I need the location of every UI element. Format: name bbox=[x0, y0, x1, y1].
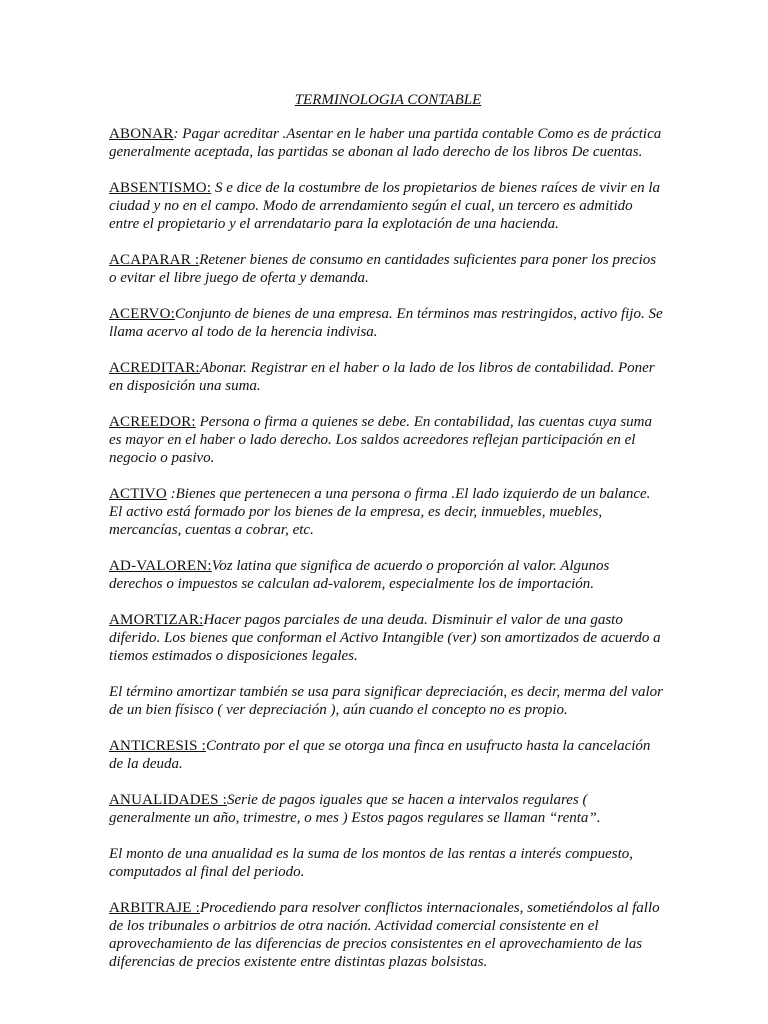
definition-acreedor: Persona o firma a quienes se debe. En contabilidad, las cuentas cuya suma es mayor en el haber o lado derecho. Los saldos acreedores reflejan participación en el negocio o pasivo. bbox=[109, 414, 652, 466]
entry-activo bbox=[109, 485, 665, 539]
term-acreedor: ACREEDOR: bbox=[109, 414, 196, 430]
entry-anticresis bbox=[109, 737, 665, 773]
definition-activo: :Bienes que pertenecen a una persona o firma .El lado izquierdo de un balance. El activo está formado por los bienes de la empresa, es decir, inmuebles, muebles, mercancías, cuentas a cobrar, etc. bbox=[109, 486, 651, 538]
entry-absentismo bbox=[109, 179, 665, 233]
definition-absentismo: S e dice de la costumbre de los propietarios de bienes raíces de vivir en la ciudad y no en el campo. Modo de arrendamiento según el cual, un tercero es admitido entre el propietario y el arrendatario para la explotación de una hacienda. bbox=[109, 180, 661, 232]
entry-acaparar bbox=[109, 251, 665, 287]
entry-ad-valoren bbox=[109, 557, 665, 593]
term-acervo: ACERVO: bbox=[109, 306, 176, 322]
term-ad-valoren: AD-VALOREN: bbox=[109, 558, 212, 574]
definition-abonar: : Pagar acreditar .Asentar en le haber una partida contable Como es de práctica generalmente aceptada, las partidas se abonan al lado derecho de los libros De cuentas. bbox=[109, 126, 662, 160]
paragraph-amortizar-note: El término amortizar también se usa para significar depreciación, es decir, merma del valor de un bien físisco ( ver depreciación ), aún cuando el concepto no es propio. bbox=[109, 684, 663, 718]
term-activo: ACTIVO bbox=[109, 486, 167, 502]
paragraph-anualidad-note: El monto de una anualidad es la suma de los montos de las rentas a interés compuesto, computados al final del periodo. bbox=[109, 846, 633, 880]
term-acaparar: ACAPARAR : bbox=[109, 252, 200, 268]
definition-amortizar: Hacer pagos parciales de una deuda. Disminuir el valor de una gasto diferido. Los bienes que conforman el Activo Intangible (ver) son amortizados de acuerdo a tiemos estimados o disposiciones legales. bbox=[109, 612, 661, 664]
term-abonar: ABONAR bbox=[109, 126, 174, 142]
entry-acervo bbox=[109, 305, 665, 341]
document-title: TERMINOLOGIA CONTABLE bbox=[294, 92, 482, 108]
entry-arbitraje bbox=[109, 899, 665, 971]
definition-anticresis: Contrato por el que se otorga una finca en usufructo hasta la cancelación de la deuda. bbox=[109, 738, 651, 772]
definition-acaparar: Retener bienes de consumo en cantidades suficientes para poner los precios o evitar el libre juego de oferta y demanda. bbox=[109, 252, 657, 286]
term-absentismo: ABSENTISMO: bbox=[109, 180, 212, 196]
term-acreditar: ACREDITAR: bbox=[109, 360, 200, 376]
term-anticresis: ANTICRESIS : bbox=[109, 738, 206, 754]
term-anualidades: ANUALIDADES : bbox=[109, 792, 228, 808]
definition-acreditar: Abonar. Registrar en el haber o la lado de los libros de contabilidad. Poner en disposición una suma. bbox=[109, 360, 655, 394]
term-arbitraje: ARBITRAJE : bbox=[109, 900, 200, 916]
entry-anualidades bbox=[109, 791, 665, 827]
definition-ad-valoren: Voz latina que significa de acuerdo o proporción al valor. Algunos derechos o impuestos se calculan ad-valorem, especialmente los de importación. bbox=[109, 558, 610, 592]
definition-arbitraje: Procediendo para resolver conflictos internacionales, sometiéndolos al fallo de los tribunales o arbitrios de otra nación. Actividad comercial consistente en el aprovechamiento de las diferencias de precios consistentes en el aprovechamiento de las diferencias de precios existente entre distintas plazas bolsistas. bbox=[109, 900, 660, 970]
definition-anualidades: Serie de pagos iguales que se hacen a intervalos regulares ( generalmente un año, trimestre, o mes ) Estos pagos regulares se llaman “renta”. bbox=[109, 792, 601, 826]
entry-acreditar bbox=[109, 359, 665, 395]
entry-amortizar bbox=[109, 611, 665, 665]
entry-acreedor bbox=[109, 413, 665, 467]
document-page bbox=[109, 91, 665, 989]
entry-abonar bbox=[109, 125, 665, 161]
definition-acervo: Conjunto de bienes de una empresa. En términos mas restringidos, activo fijo. Se llama acervo al todo de la herencia indivisa. bbox=[109, 306, 663, 340]
term-amortizar: AMORTIZAR: bbox=[109, 612, 204, 628]
